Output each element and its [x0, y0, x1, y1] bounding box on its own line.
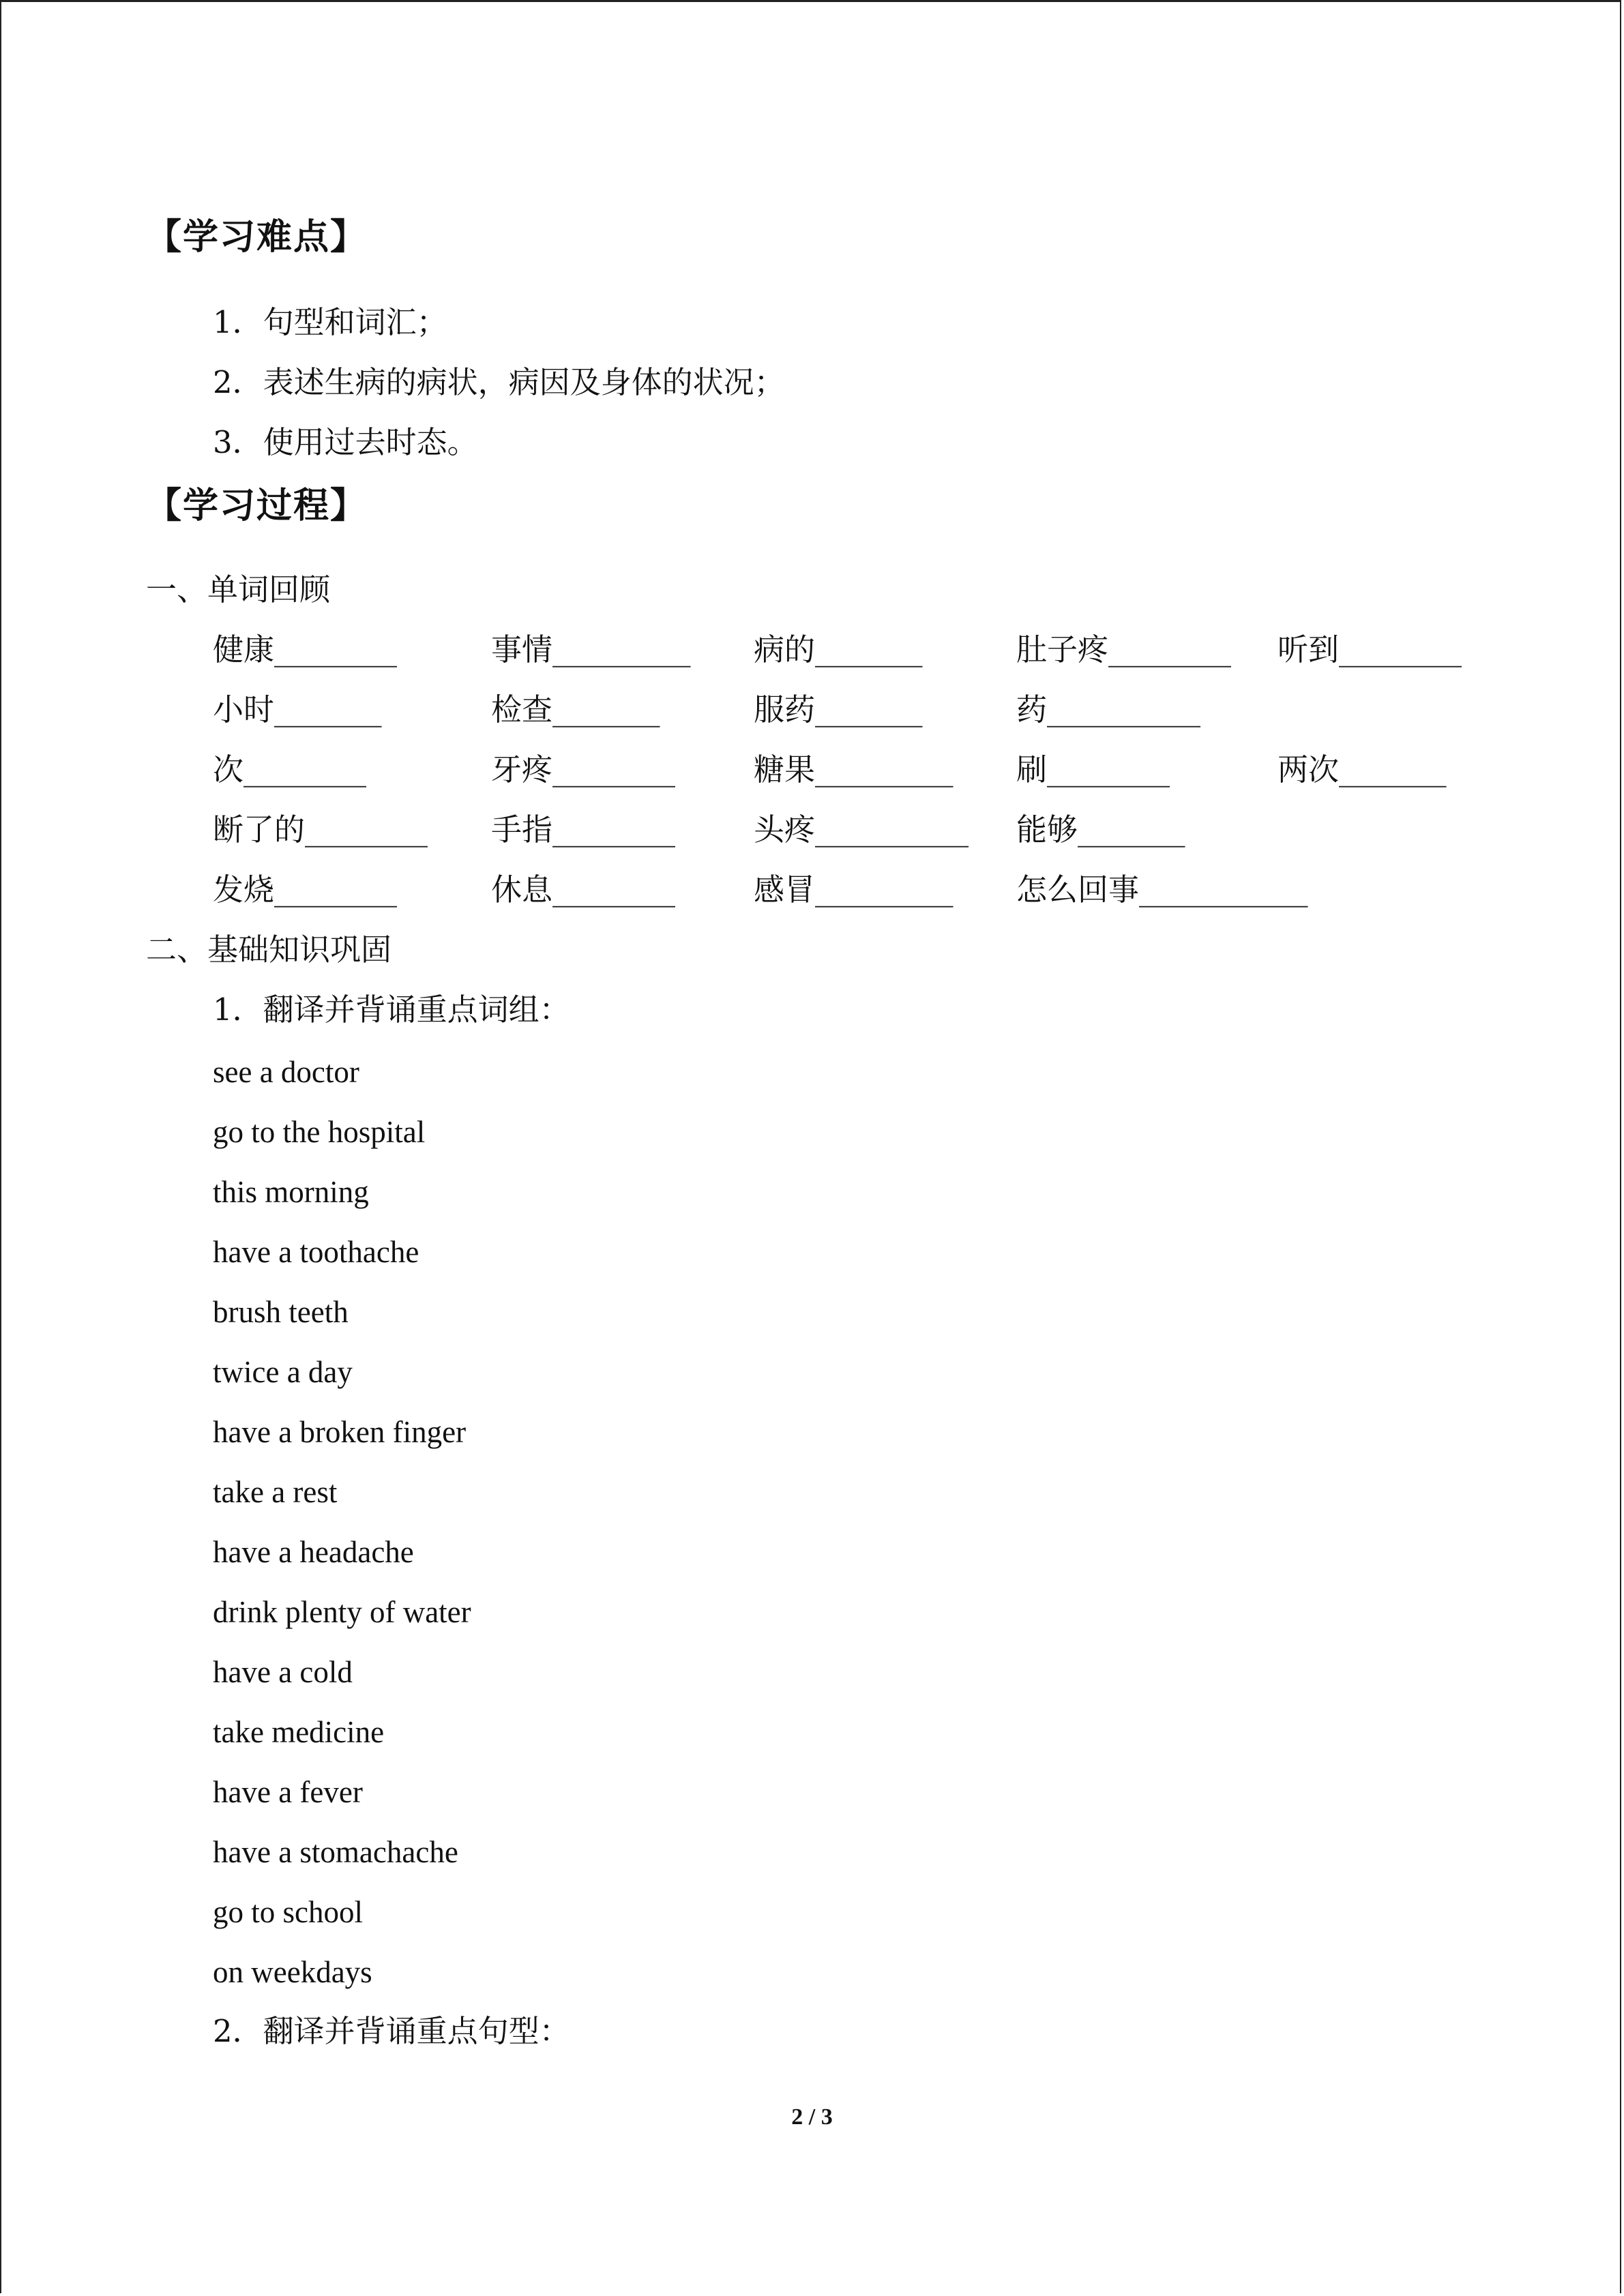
basics-sub1: 1．翻译并背诵重点词组： [213, 992, 570, 1028]
page-number: 2 / 3 [791, 2104, 833, 2130]
vocab-review-title: 一、单词回顾 [146, 571, 331, 608]
phrase-item: go to school [213, 1895, 363, 1929]
vocab-item: 健康________ [213, 631, 398, 668]
vocab-item: 两次_______ [1278, 751, 1447, 788]
basics-sub2: 2．翻译并背诵重点句型： [213, 2013, 570, 2049]
vocab-item: 小时_______ [213, 691, 382, 728]
vocab-item: 服药_______ [754, 691, 923, 728]
phrase-item: have a stomachache [213, 1835, 458, 1869]
phrase-item: twice a day [213, 1355, 353, 1389]
phrase-item: have a headache [213, 1535, 414, 1569]
phrase-item: have a fever [213, 1775, 363, 1809]
vocab-item: 断了的________ [213, 811, 428, 848]
phrase-item: take a rest [213, 1475, 338, 1509]
vocab-item: 肚子疼________ [1016, 631, 1232, 668]
phrase-item: have a broken finger [213, 1415, 467, 1449]
vocab-item: 次________ [213, 751, 367, 788]
vocab-item: 听到________ [1278, 631, 1462, 668]
phrase-item: have a toothache [213, 1235, 419, 1269]
vocab-item: 怎么回事___________ [1016, 871, 1308, 908]
vocab-item: 药__________ [1016, 691, 1201, 728]
phrase-item: brush teeth [213, 1295, 349, 1329]
vocab-item: 头疼__________ [754, 811, 969, 848]
vocab-item: 牙疼________ [491, 751, 676, 788]
process-heading: 【学习过程】 [146, 485, 368, 526]
vocab-item: 糖果_________ [754, 751, 954, 788]
vocab-item: 检查_______ [491, 691, 660, 728]
phrase-item: on weekdays [213, 1955, 372, 1989]
difficulty-item-2: 2．表述生病的病状，病因及身体的状况； [213, 364, 785, 400]
vocab-item: 感冒_________ [754, 871, 954, 908]
vocab-item: 发烧________ [213, 871, 398, 908]
phrase-item: go to the hospital [213, 1115, 426, 1149]
vocab-item: 刷________ [1016, 751, 1170, 788]
phrase-item: this morning [213, 1175, 369, 1209]
basics-title: 二、基础知识巩固 [146, 931, 392, 968]
phrase-item: take medicine [213, 1715, 385, 1749]
vocab-item: 事情_________ [491, 631, 691, 668]
vocab-item: 休息________ [491, 871, 676, 908]
vocab-item: 手指________ [491, 811, 676, 848]
difficulty-item-1: 1．句型和词汇； [213, 304, 447, 340]
phrase-item: drink plenty of water [213, 1595, 471, 1629]
vocab-item: 病的_______ [754, 631, 923, 668]
vocab-item: 能够_______ [1016, 811, 1185, 848]
phrase-item: have a cold [213, 1655, 353, 1689]
phrase-item: see a doctor [213, 1055, 359, 1089]
difficulty-heading: 【学习难点】 [146, 216, 368, 258]
difficulty-item-3: 3．使用过去时态。 [213, 424, 478, 460]
